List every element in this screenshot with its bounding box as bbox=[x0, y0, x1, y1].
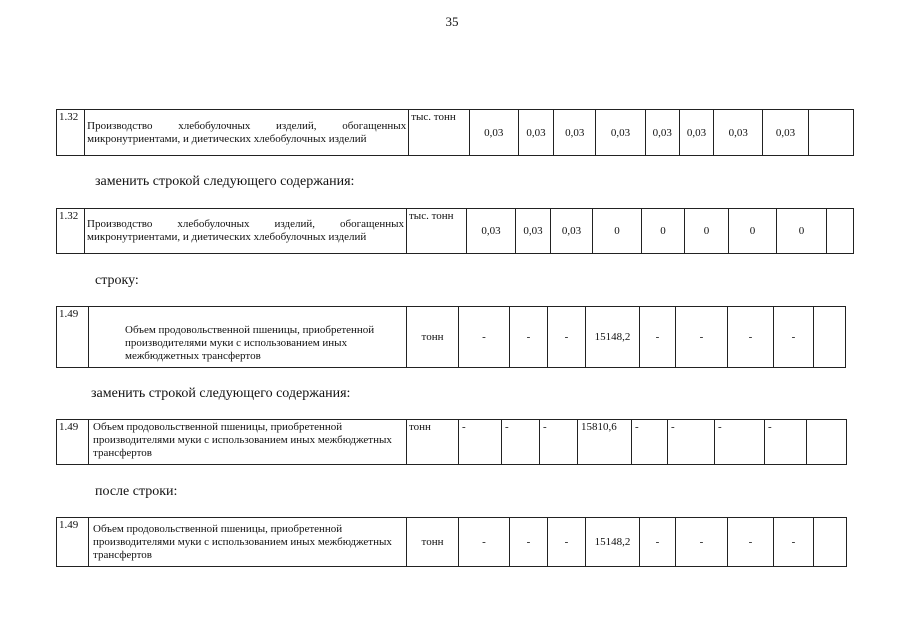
value-cell: - bbox=[459, 518, 510, 567]
table-row-1-49-original bbox=[56, 306, 846, 368]
caption-after-row: после строки: bbox=[95, 484, 178, 499]
row-code: 1.49 bbox=[57, 518, 89, 567]
value-cell bbox=[808, 110, 853, 156]
table-row bbox=[57, 307, 846, 368]
row-unit: тонн bbox=[407, 518, 459, 567]
value-cell: 0 bbox=[642, 209, 685, 254]
value-cell: 0 bbox=[729, 209, 777, 254]
table-row bbox=[57, 420, 847, 465]
table-row-1-32-original bbox=[56, 109, 854, 156]
value-cell bbox=[814, 518, 847, 567]
value-cell: - bbox=[548, 518, 586, 567]
value-cell bbox=[807, 420, 847, 465]
value-cell: - bbox=[728, 518, 774, 567]
value-cell: - bbox=[774, 307, 814, 368]
table-row bbox=[57, 110, 854, 156]
page-number: 35 bbox=[445, 14, 459, 29]
row-code: 1.32 bbox=[57, 110, 85, 156]
caption-replace-1: заменить строкой следующего содержания: bbox=[95, 174, 355, 189]
value-cell: - bbox=[548, 307, 586, 368]
row-name: Объем продовольственной пшеницы, приобретенной производителями муки с использованием иных межбюджетных трансфертов bbox=[89, 420, 407, 465]
value-cell: - bbox=[510, 307, 548, 368]
value-cell: - bbox=[668, 420, 715, 465]
table-row bbox=[57, 209, 854, 254]
value-cell bbox=[827, 209, 854, 254]
row-name: Производство хлебобулочных изделий, обогащенных микронутриентами, и диетических хлебобулочных изделий bbox=[85, 209, 407, 254]
table-row bbox=[57, 518, 847, 567]
value-cell: - bbox=[676, 518, 728, 567]
table-row-1-49-replacement bbox=[56, 419, 847, 465]
caption-row-label: строку: bbox=[95, 273, 139, 288]
value-cell: 0,03 bbox=[554, 110, 596, 156]
row-name: Объем продовольственной пшеницы, приобретенной производителями муки с использованием иных межбюджетных трансфертов bbox=[89, 307, 407, 368]
value-cell: 0,03 bbox=[551, 209, 593, 254]
table-row-1-49-after bbox=[56, 517, 847, 567]
value-cell: 0,03 bbox=[469, 110, 518, 156]
value-cell: - bbox=[459, 307, 510, 368]
row-name: Производство хлебобулочных изделий, обогащенных микронутриентами, и диетических хлебобулочных изделий bbox=[85, 110, 409, 156]
value-cell: - bbox=[502, 420, 540, 465]
row-unit: тыс. тонн bbox=[409, 110, 469, 156]
row-unit: тыс. тонн bbox=[407, 209, 467, 254]
value-cell: - bbox=[774, 518, 814, 567]
value-cell: - bbox=[640, 307, 676, 368]
value-cell: 0,03 bbox=[714, 110, 763, 156]
row-code: 1.32 bbox=[57, 209, 85, 254]
value-cell: 0 bbox=[593, 209, 642, 254]
row-unit: тонн bbox=[407, 307, 459, 368]
row-code: 1.49 bbox=[57, 307, 89, 368]
value-cell: - bbox=[728, 307, 774, 368]
value-cell: - bbox=[540, 420, 578, 465]
value-cell: - bbox=[459, 420, 502, 465]
row-name: Объем продовольственной пшеницы, приобретенной производителями муки с использованием иных межбюджетных трансфертов bbox=[89, 518, 407, 567]
value-cell: 0,03 bbox=[763, 110, 808, 156]
value-cell: 0,03 bbox=[679, 110, 713, 156]
row-unit: тонн bbox=[407, 420, 459, 465]
value-cell: 0 bbox=[777, 209, 827, 254]
value-cell: 15810,6 bbox=[578, 420, 632, 465]
value-cell: - bbox=[510, 518, 548, 567]
value-cell: 0,03 bbox=[467, 209, 516, 254]
value-cell: - bbox=[640, 518, 676, 567]
value-cell: - bbox=[676, 307, 728, 368]
value-cell: 0 bbox=[685, 209, 729, 254]
value-cell: 0,03 bbox=[516, 209, 551, 254]
value-cell: - bbox=[715, 420, 765, 465]
value-cell: 15148,2 bbox=[586, 307, 640, 368]
value-cell: - bbox=[765, 420, 807, 465]
value-cell: 0,03 bbox=[596, 110, 645, 156]
value-cell: 0,03 bbox=[518, 110, 553, 156]
value-cell: - bbox=[632, 420, 668, 465]
value-cell: 0,03 bbox=[645, 110, 679, 156]
row-code: 1.49 bbox=[57, 420, 89, 465]
value-cell: 15148,2 bbox=[586, 518, 640, 567]
value-cell bbox=[814, 307, 846, 368]
table-row-1-32-replacement bbox=[56, 208, 854, 254]
caption-replace-2: заменить строкой следующего содержания: bbox=[91, 386, 351, 401]
